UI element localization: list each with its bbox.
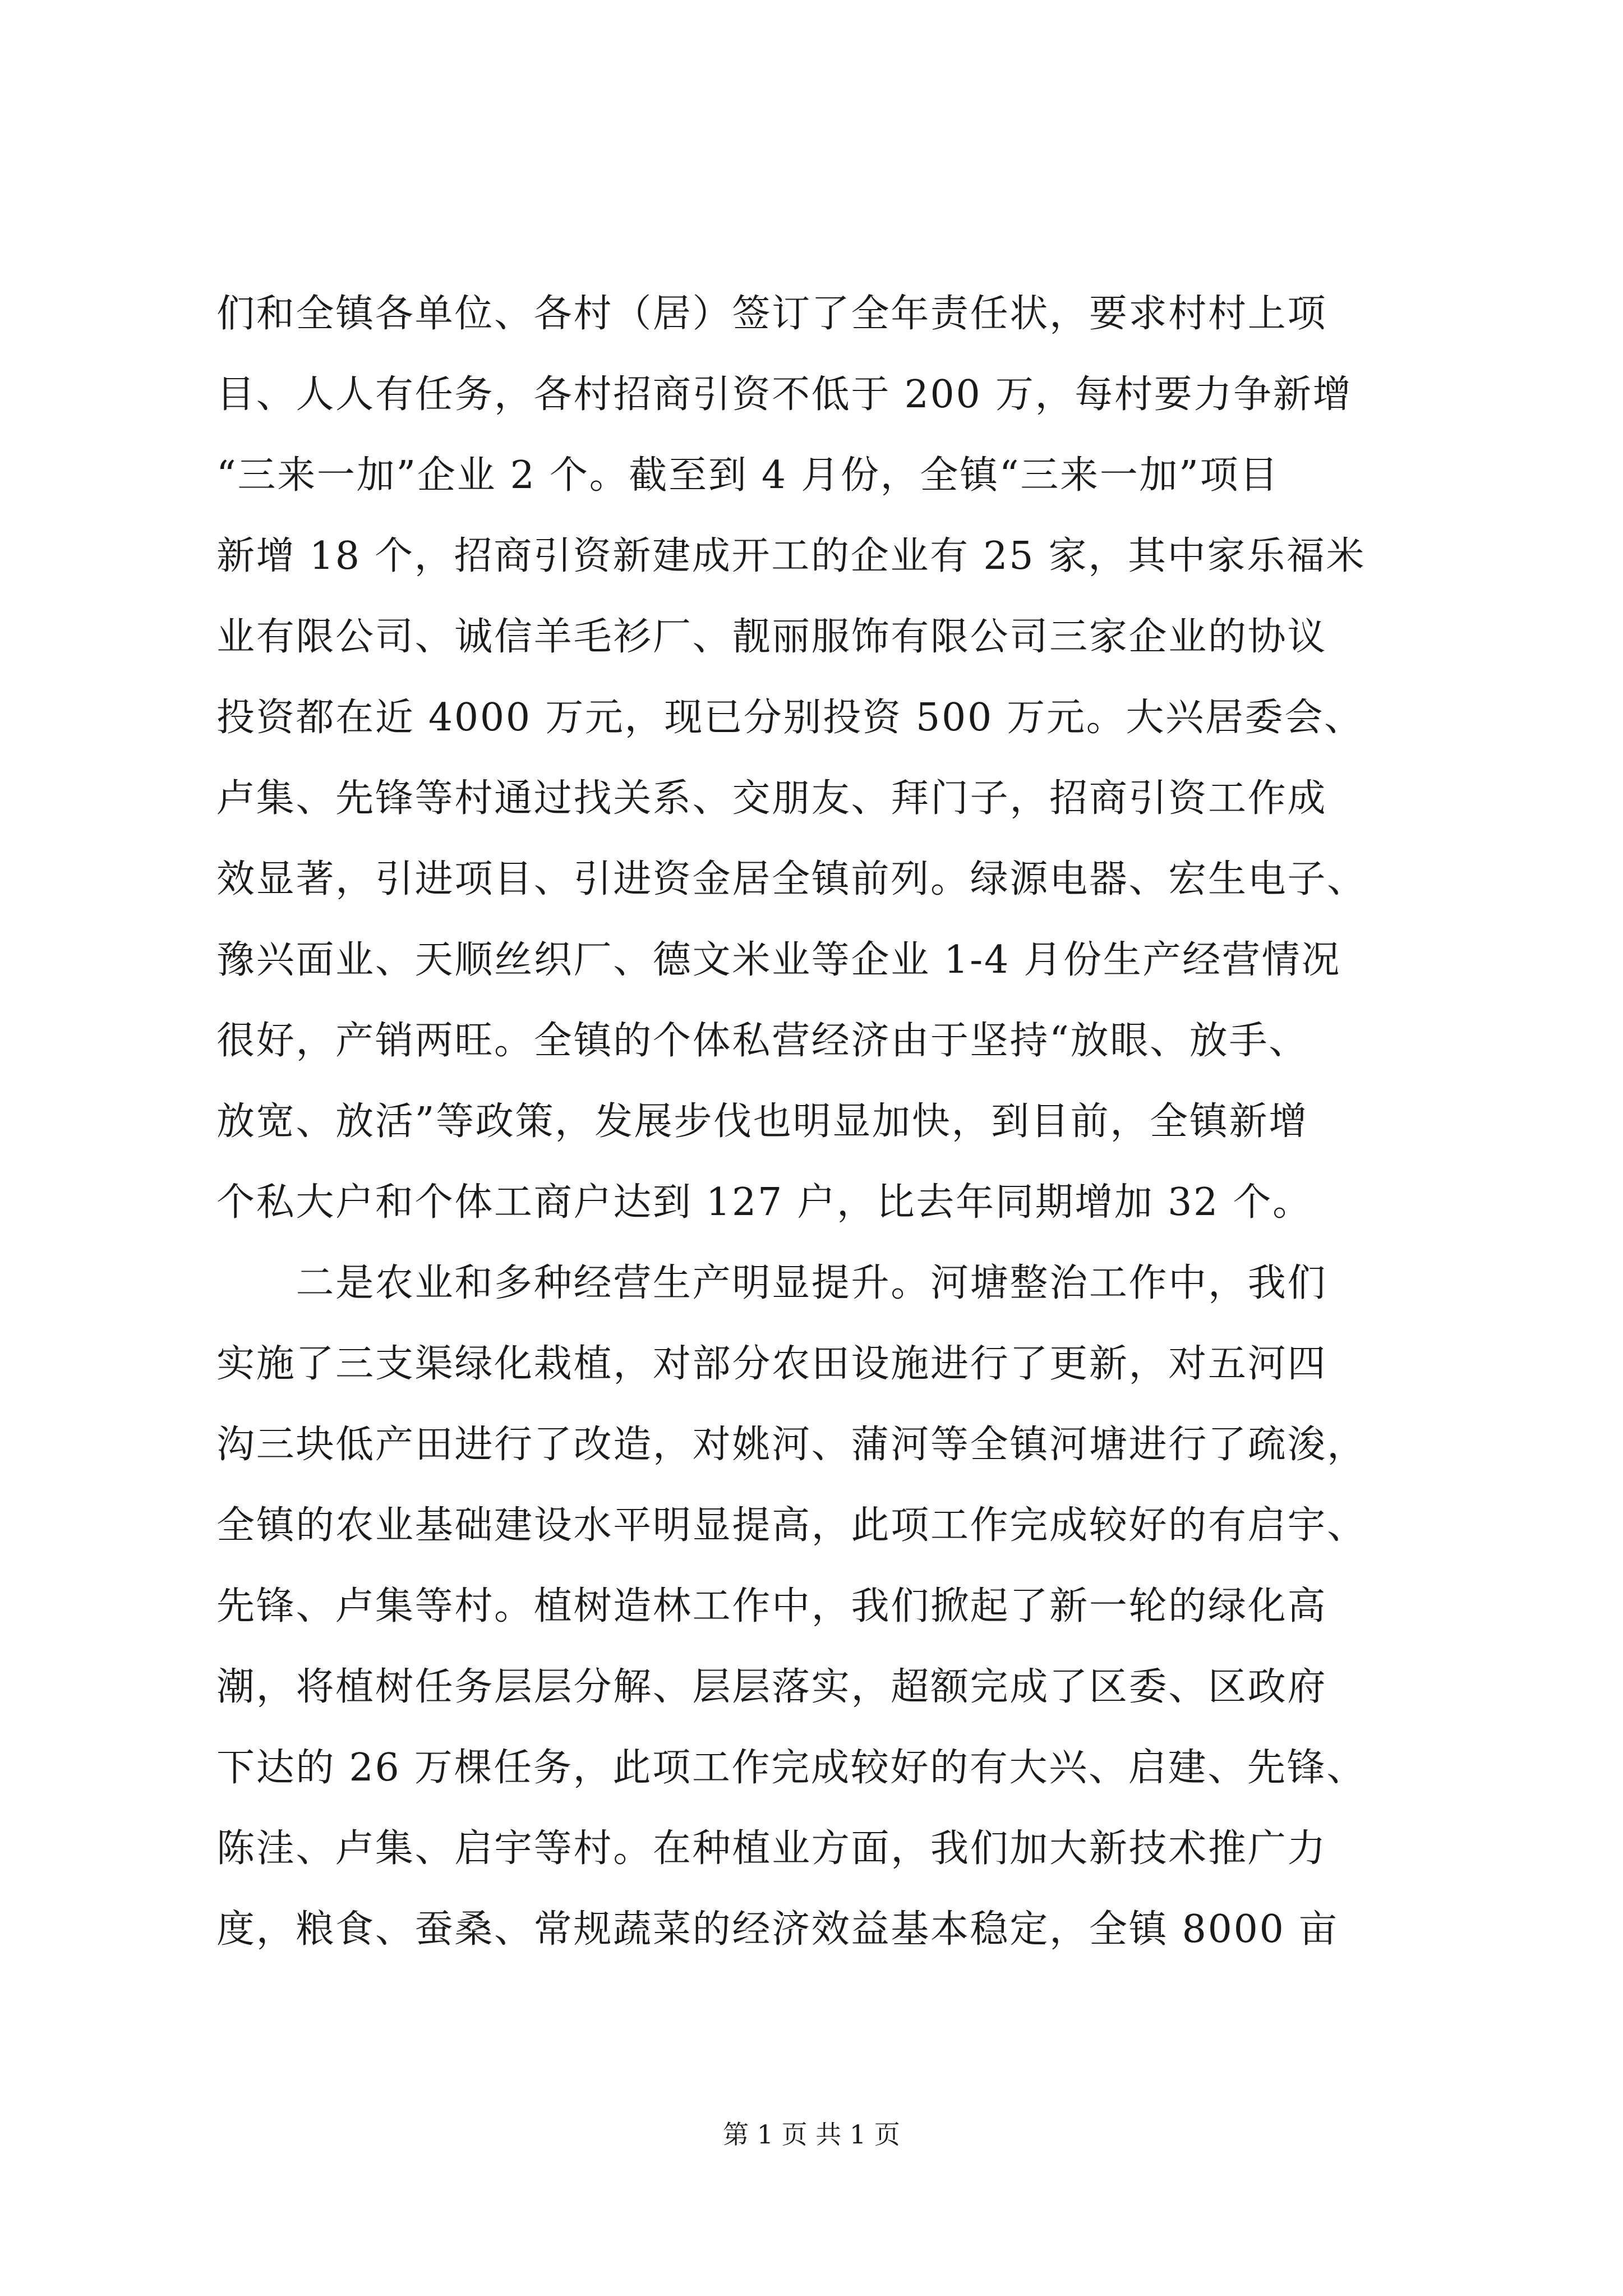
text-line: 新增 18 个，招商引资新建成开工的企业有 25 家，其中家乐福米 <box>216 534 1366 578</box>
text-line: “三来一加”企业 2 个。截至到 4 月份，全镇“三来一加”项目 <box>216 453 1280 498</box>
text-line: 下达的 26 万棵任务，此项工作完成较好的有大兴、启建、先锋、 <box>216 1746 1367 1790</box>
text-line: 个私大户和个体工商户达到 127 户，比去年同期增加 32 个。 <box>216 1180 1312 1225</box>
text-line: 目、人人有任务，各村招商引资不低于 200 万，每村要力争新增 <box>216 372 1353 417</box>
text-line: 实施了三支渠绿化栽植，对部分农田设施进行了更新，对五河四 <box>216 1342 1327 1386</box>
text-line: 全镇的农业基础建设水平明显提高，此项工作完成较好的有启宇、 <box>216 1503 1367 1548</box>
text-line: 陈洼、卢集、启宇等村。在种植业方面，我们加大新技术推广力 <box>216 1826 1327 1871</box>
text-line: 效显著，引进项目、引进资金居全镇前列。绿源电器、宏生电子、 <box>216 857 1367 901</box>
text-line: 卢集、先锋等村通过找关系、交朋友、拜门子，招商引资工作成 <box>216 776 1327 821</box>
text-line: 很好，产销两旺。全镇的个体私营经济由于坚持“放眼、放手、 <box>216 1019 1308 1063</box>
page-footer: 第 1 页 共 1 页 <box>723 2119 900 2150</box>
text-line: 们和全镇各单位、各村（居）签订了全年责任状，要求村村上项 <box>216 292 1327 336</box>
text-line: 投资都在近 4000 万元，现已分别投资 500 万元。大兴居委会、 <box>216 696 1364 740</box>
text-line: 沟三块低产田进行了改造，对姚河、蒲河等全镇河塘进行了疏浚， <box>216 1423 1367 1467</box>
text-line: 豫兴面业、天顺丝织厂、德文米业等企业 1-4 月份生产经营情况 <box>216 938 1341 982</box>
text-line: 潮，将植树任务层层分解、层层落实，超额完成了区委、区政府 <box>216 1665 1327 1709</box>
text-line: 业有限公司、诚信羊毛衫厂、靓丽服饰有限公司三家企业的协议 <box>216 615 1327 659</box>
text-line: 放宽、放活”等政策，发展步伐也明显加快，到目前，全镇新增 <box>216 1099 1308 1144</box>
text-line: 二是农业和多种经营生产明显提升。河塘整治工作中，我们 <box>216 1261 1327 1305</box>
text-line: 度，粮食、蚕桑、常规蔬菜的经济效益基本稳定，全镇 8000 亩 <box>216 1907 1339 1952</box>
text-line: 先锋、卢集等村。植树造林工作中，我们掀起了新一轮的绿化高 <box>216 1584 1327 1628</box>
